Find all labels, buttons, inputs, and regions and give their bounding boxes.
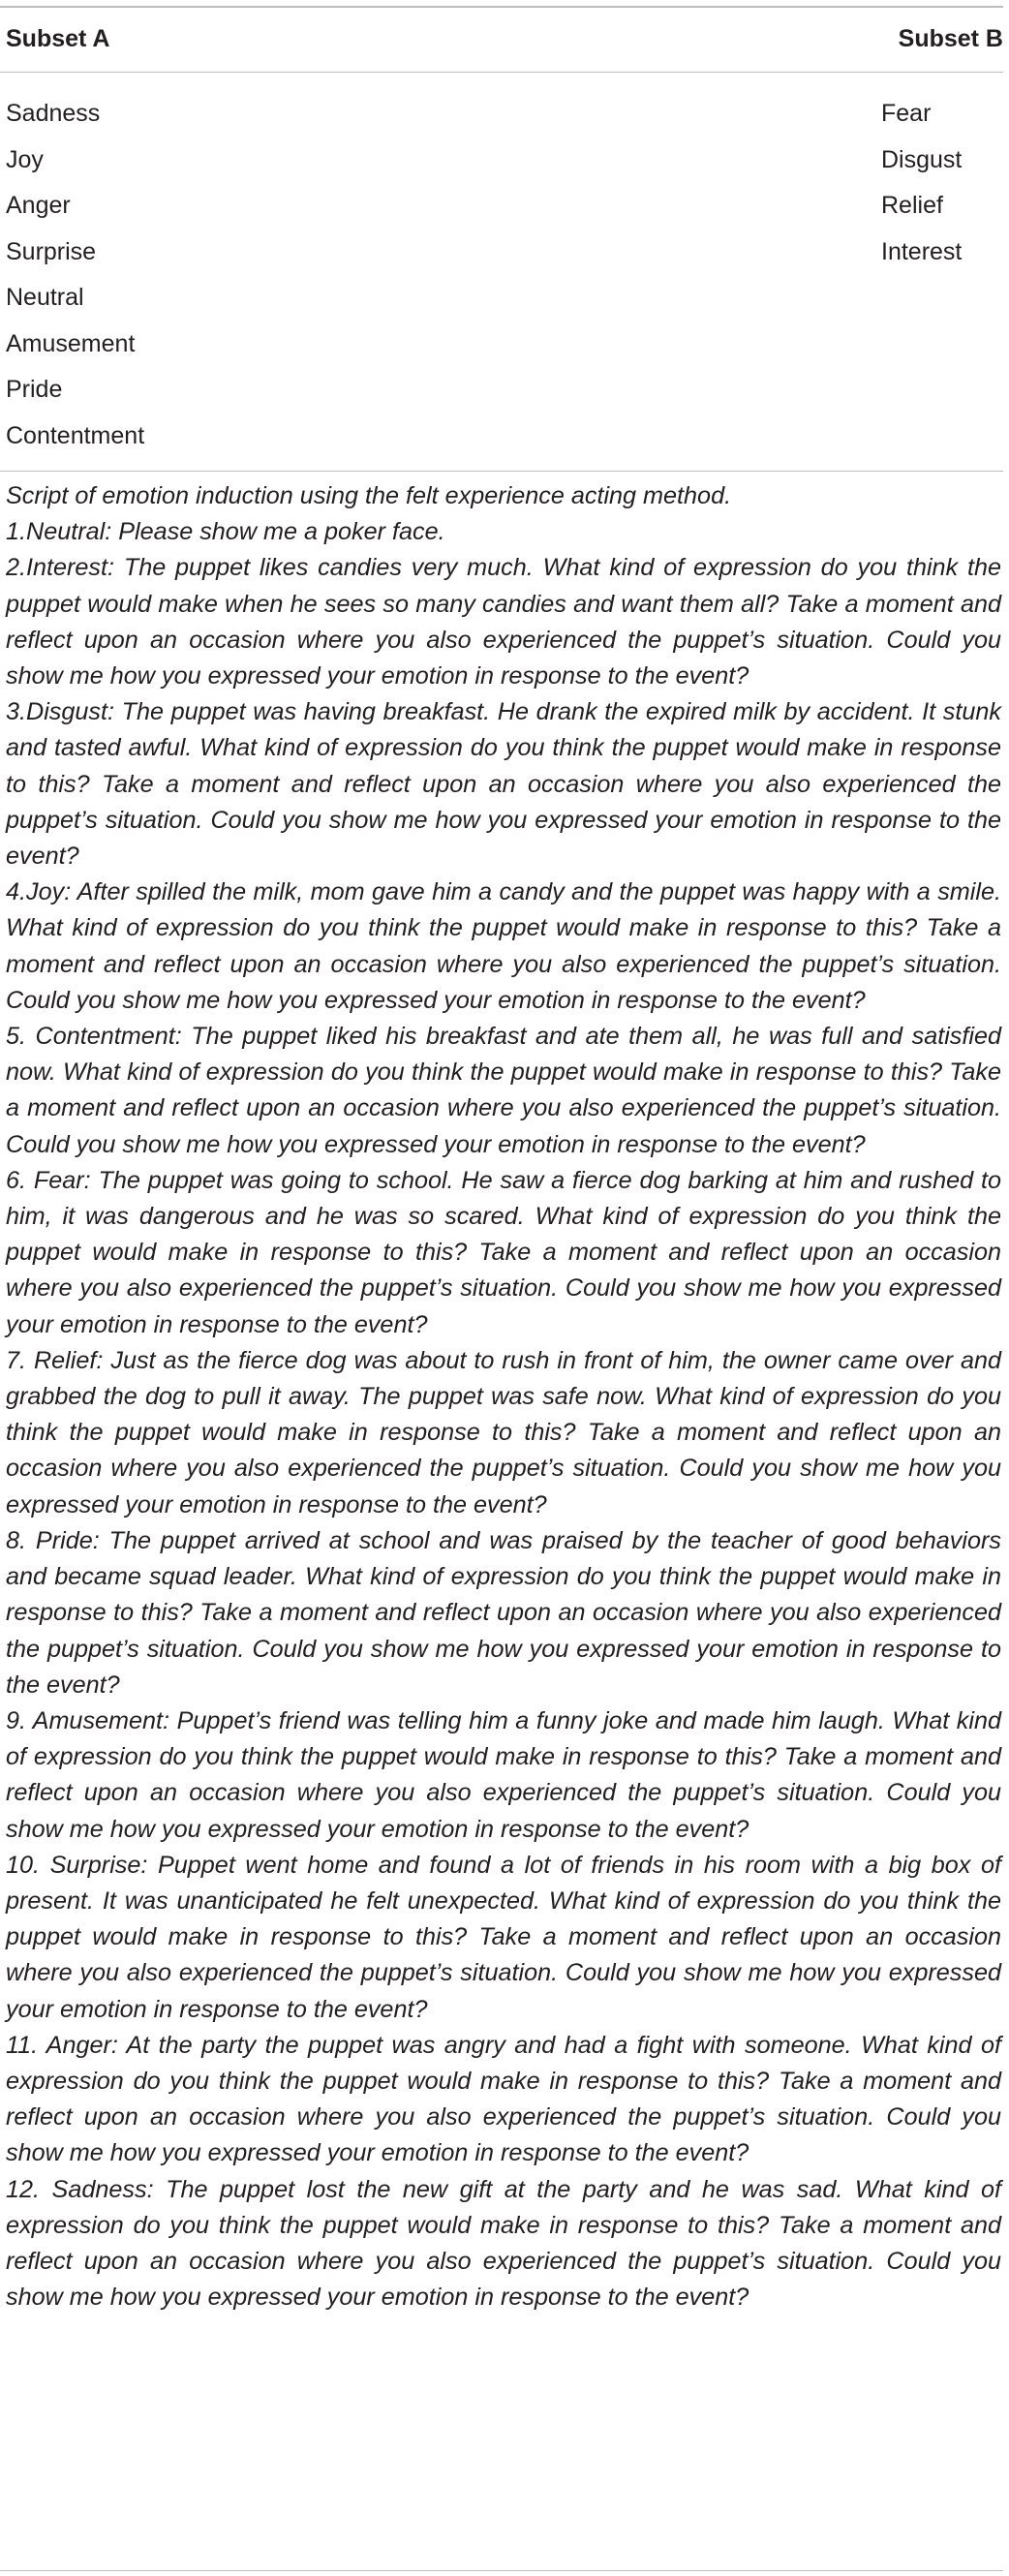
subset-b-item: Disgust — [881, 145, 963, 173]
script-item: 4.Joy: After spilled the milk, mom gave him a candy and the puppet was happy with a smile. What kind of expression do you think the puppet would make in response to this? Take a moment and reflect upon an occasion where you also experienced the puppet’s situation. Could you show me how you expressed your emotion in response to the event? — [6, 878, 1001, 1014]
script-item: 12. Sadness: The puppet lost the new gift at the party and he was sad. What kind of expression do you think the puppet would make in response to this? Take a moment and reflect upon an occasion where you also experienced the puppet’s situation. Could you show me how you expressed your emotion in response to the event? — [6, 2175, 1001, 2312]
subset-a-list — [6, 91, 144, 459]
header-rule — [0, 72, 1003, 73]
subset-a-item: Surprise — [6, 237, 97, 265]
subset-a-item: Joy — [6, 145, 44, 173]
table-top-rule — [0, 6, 1003, 8]
subset-a-header: Subset A — [6, 25, 110, 52]
table-bottom-rule — [0, 2570, 1003, 2571]
script-item: 7. Relief: Just as the fierce dog was about to rush in front of him, the owner came over and grabbed the dog to pull it away. The puppet was safe now. What kind of expression do you think the puppet would make in response to this? Take a moment and reflect upon an occasion where you also experienced the puppet’s situation. Could you show me how you expressed your emotion in response to the event? — [6, 1346, 1001, 1518]
subset-b-list — [881, 91, 962, 275]
script-item: 8. Pride: The puppet arrived at school and was praised by the teacher of good behaviors and became squad leader. What kind of expression do you think the puppet would make in response to this? Take a moment and reflect upon an occasion where you also experienced the puppet’s situation. Could you show me how you expressed your emotion in response to the event? — [6, 1526, 1001, 1699]
table-body-rule — [0, 471, 1003, 472]
emotion-induction-script — [6, 478, 1001, 2315]
subset-a-item: Pride — [6, 376, 63, 403]
subset-a-item: Sadness — [6, 100, 101, 127]
script-item: 6. Fear: The puppet was going to school. He saw a fierce dog barking at him and rushed to him, it was dangerous and he was so scared. What kind of expression do you think the puppet would make in response to this? Take a moment and reflect upon an occasion where you also experienced the puppet’s situation. Could you show me how you expressed your emotion in response to the event? — [6, 1166, 1001, 1338]
subset-b-header: Subset B — [898, 25, 1003, 52]
script-item: 9. Amusement: Puppet’s friend was telling him a funny joke and made him laugh. What kind of expression do you think the puppet would make in response to this? Take a moment and reflect upon an occasion where you also experienced the puppet’s situation. Could you show me how you expressed your emotion in response to the event? — [6, 1706, 1001, 1843]
script-item: 1.Neutral: Please show me a poker face. — [6, 518, 445, 546]
script-item: 11. Anger: At the party the puppet was angry and had a fight with someone. What kind of expression do you think the puppet would make in response to this? Take a moment and reflect upon an occasion where you also experienced the puppet’s situation. Could you show me how you expressed your emotion in response to the event? — [6, 2031, 1001, 2167]
subset-b-item: Fear — [881, 100, 932, 127]
script-intro: Script of emotion induction using the felt experience acting method. — [6, 482, 732, 509]
subset-a-item: Anger — [6, 192, 71, 219]
script-item: 2.Interest: The puppet likes candies very much. What kind of expression do you think the puppet would make when he sees so many candies and want them all? Take a moment and reflect upon an occasion where you also experienced the puppet’s situation. Could you show me how you expressed your emotion in response to the event? — [6, 554, 1001, 690]
subset-a-item: Neutral — [6, 284, 84, 311]
subset-a-item: Contentment — [6, 421, 145, 449]
script-item: 5. Contentment: The puppet liked his breakfast and ate them all, he was full and satisfied now. What kind of expression do you think the puppet would make in response to this? Take a moment and reflect upon an occasion where you also experienced the puppet’s situation. Could you show me how you expressed your emotion in response to the event? — [6, 1023, 1001, 1158]
subset-b-item: Relief — [881, 192, 943, 219]
script-item: 3.Disgust: The puppet was having breakfast. He drank the expired milk by accident. It stunk and tasted awful. What kind of expression do you think the puppet would make in response to this? Take a moment and reflect upon an occasion where you also experienced the puppet’s situation. Could you show me how you expressed your emotion in response to the event? — [6, 698, 1001, 871]
script-item: 10. Surprise: Puppet went home and found a lot of friends in his room with a big box of present. It was unanticipated he felt unexpected. What kind of expression do you think the puppet would make in response to this? Take a moment and reflect upon an occasion where you also experienced the puppet’s situation. Could you show me how you expressed your emotion in response to the event? — [6, 1851, 1001, 2023]
subset-b-item: Interest — [881, 237, 963, 265]
subset-a-item: Amusement — [6, 329, 136, 357]
